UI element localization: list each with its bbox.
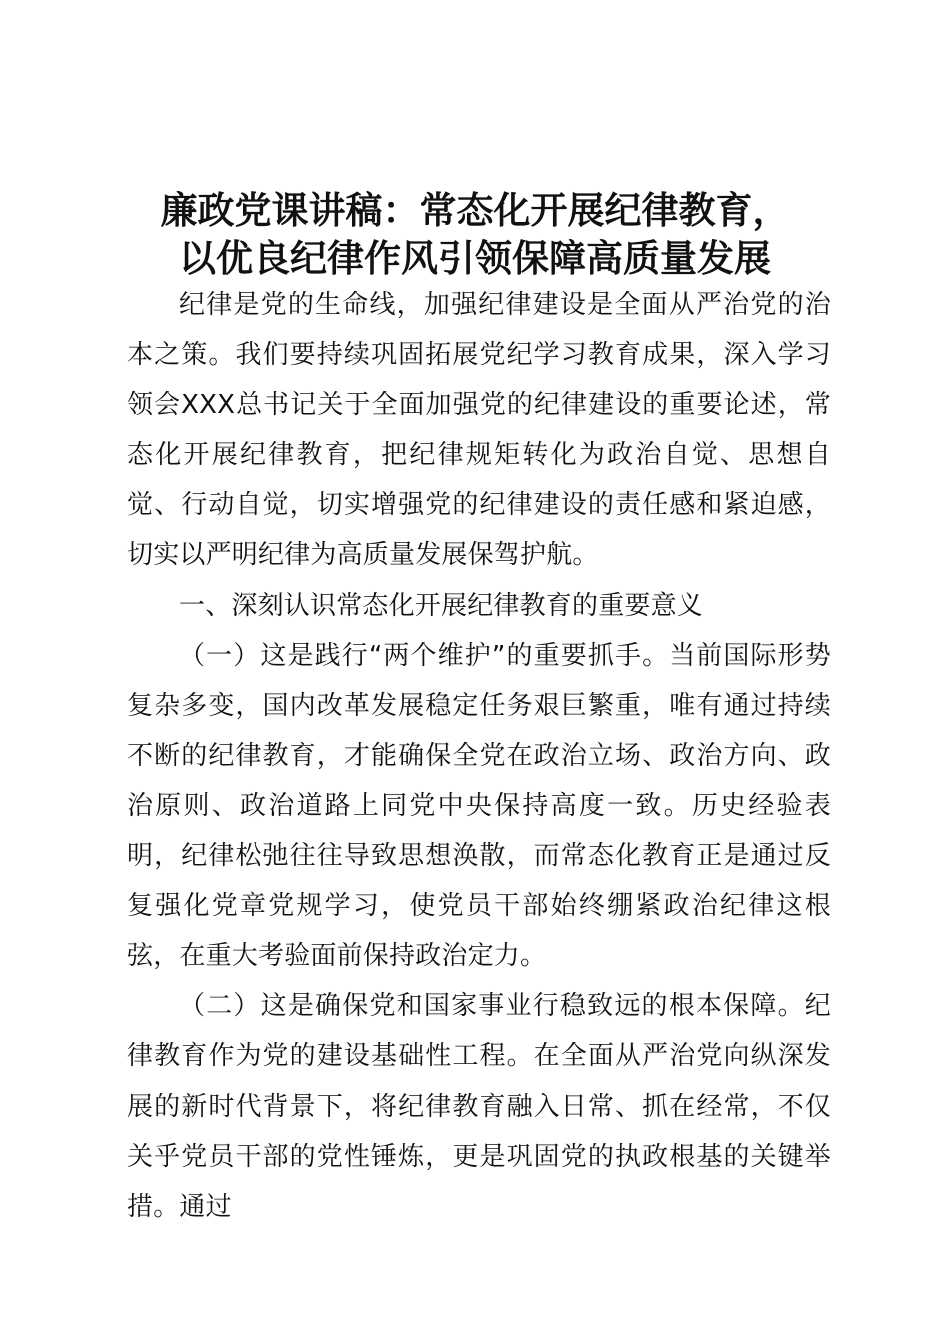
paragraph-intro: 纪律是党的生命线，加强纪律建设是全面从严治党的治本之策。我们要持续巩固拓展党纪学习教育成果，深入学习领会XXX总书记关于全面加强党的纪律建设的重要论述，常态化开展纪律教育，把纪律规矩转化为政治自觉、思想自觉、行动自觉，切实增强党的纪律建设的责任感和紧迫感，切实以严明纪律为高质量发展保驾护航。 [127, 290, 831, 571]
paragraph-point-1: （一）这是践行“两个维护”的重要抓手。当前国际形势复杂多变，国内改革发展稳定任务艰巨繁重，唯有通过持续不断的纪律教育，才能确保全党在政治立场、政治方向、政治原则、政治道路上同党中央保持高度一致。历史经验表明，纪律松弛往往导致思想涣散，而常态化教育正是通过反复强化党章党规学习，使党员干部始终绷紧政治纪律这根弦，在重大考验面前保持政治定力。 [127, 640, 831, 972]
document-title-line-1: 廉政党课讲稿：常态化开展纪律教育， [160, 188, 790, 232]
paragraph-point-2: （二）这是确保党和国家事业行稳致远的根本保障。纪律教育作为党的建设基础性工程。在全面从严治党向纵深发展的新时代背景下，将纪律教育融入日常、抓在经常，不仅关乎党员干部的党性锤炼，更是巩固党的执政根基的关键举措。通过 [127, 991, 831, 1222]
document-body [127, 280, 831, 1232]
document-title-line-2: 以优良纪律作风引领保障高质量发展 [179, 236, 771, 280]
section-heading-1: 一、深刻认识常态化开展纪律教育的重要意义 [179, 590, 704, 621]
